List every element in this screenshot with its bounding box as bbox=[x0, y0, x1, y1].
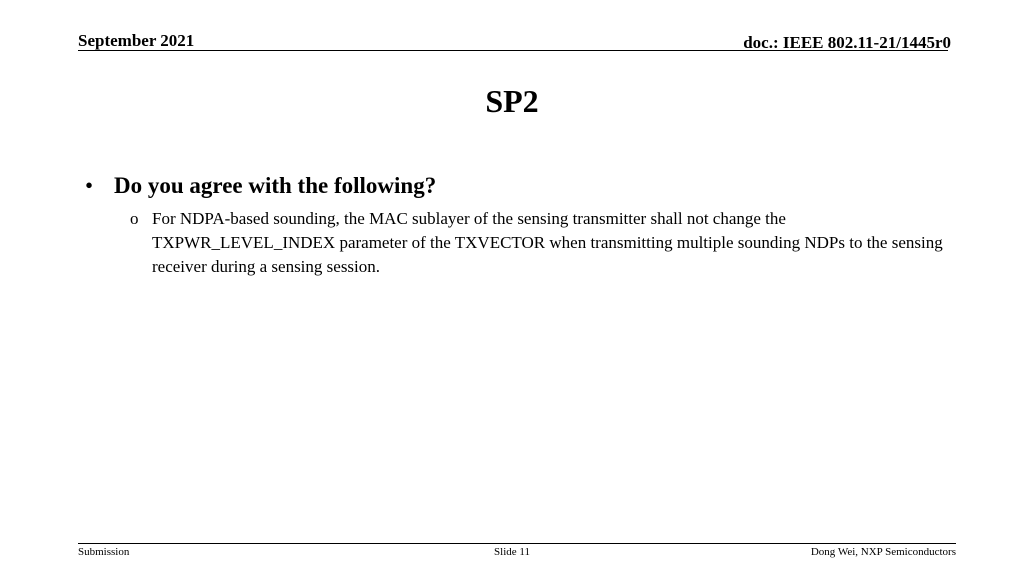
slide-title: SP2 bbox=[485, 83, 539, 119]
footer-slide-number: Slide 11 bbox=[494, 546, 530, 558]
footer-author: Dong Wei, NXP Semiconductors bbox=[810, 546, 956, 558]
footer-divider bbox=[78, 543, 956, 544]
sub-bullet-marker: o bbox=[130, 209, 139, 228]
sub-bullet-proposal-text: For NDPA-based sounding, the MAC sublayer of the sensing transmitter shall not change the TXPWR_LEVEL_INDEX parameter of the TXVECTOR when transmitting multiple sounding NDPs to the sensing receiver during a sensing session. bbox=[152, 209, 943, 276]
bullet-marker: • bbox=[85, 173, 94, 198]
header-doc-id: doc.: IEEE 802.11-21/1445r0 bbox=[743, 33, 951, 52]
header-divider bbox=[78, 50, 948, 51]
footer-submission: Submission bbox=[78, 546, 130, 558]
bullet-question-text: Do you agree with the following? bbox=[114, 173, 437, 198]
header-date: September 2021 bbox=[78, 31, 195, 50]
